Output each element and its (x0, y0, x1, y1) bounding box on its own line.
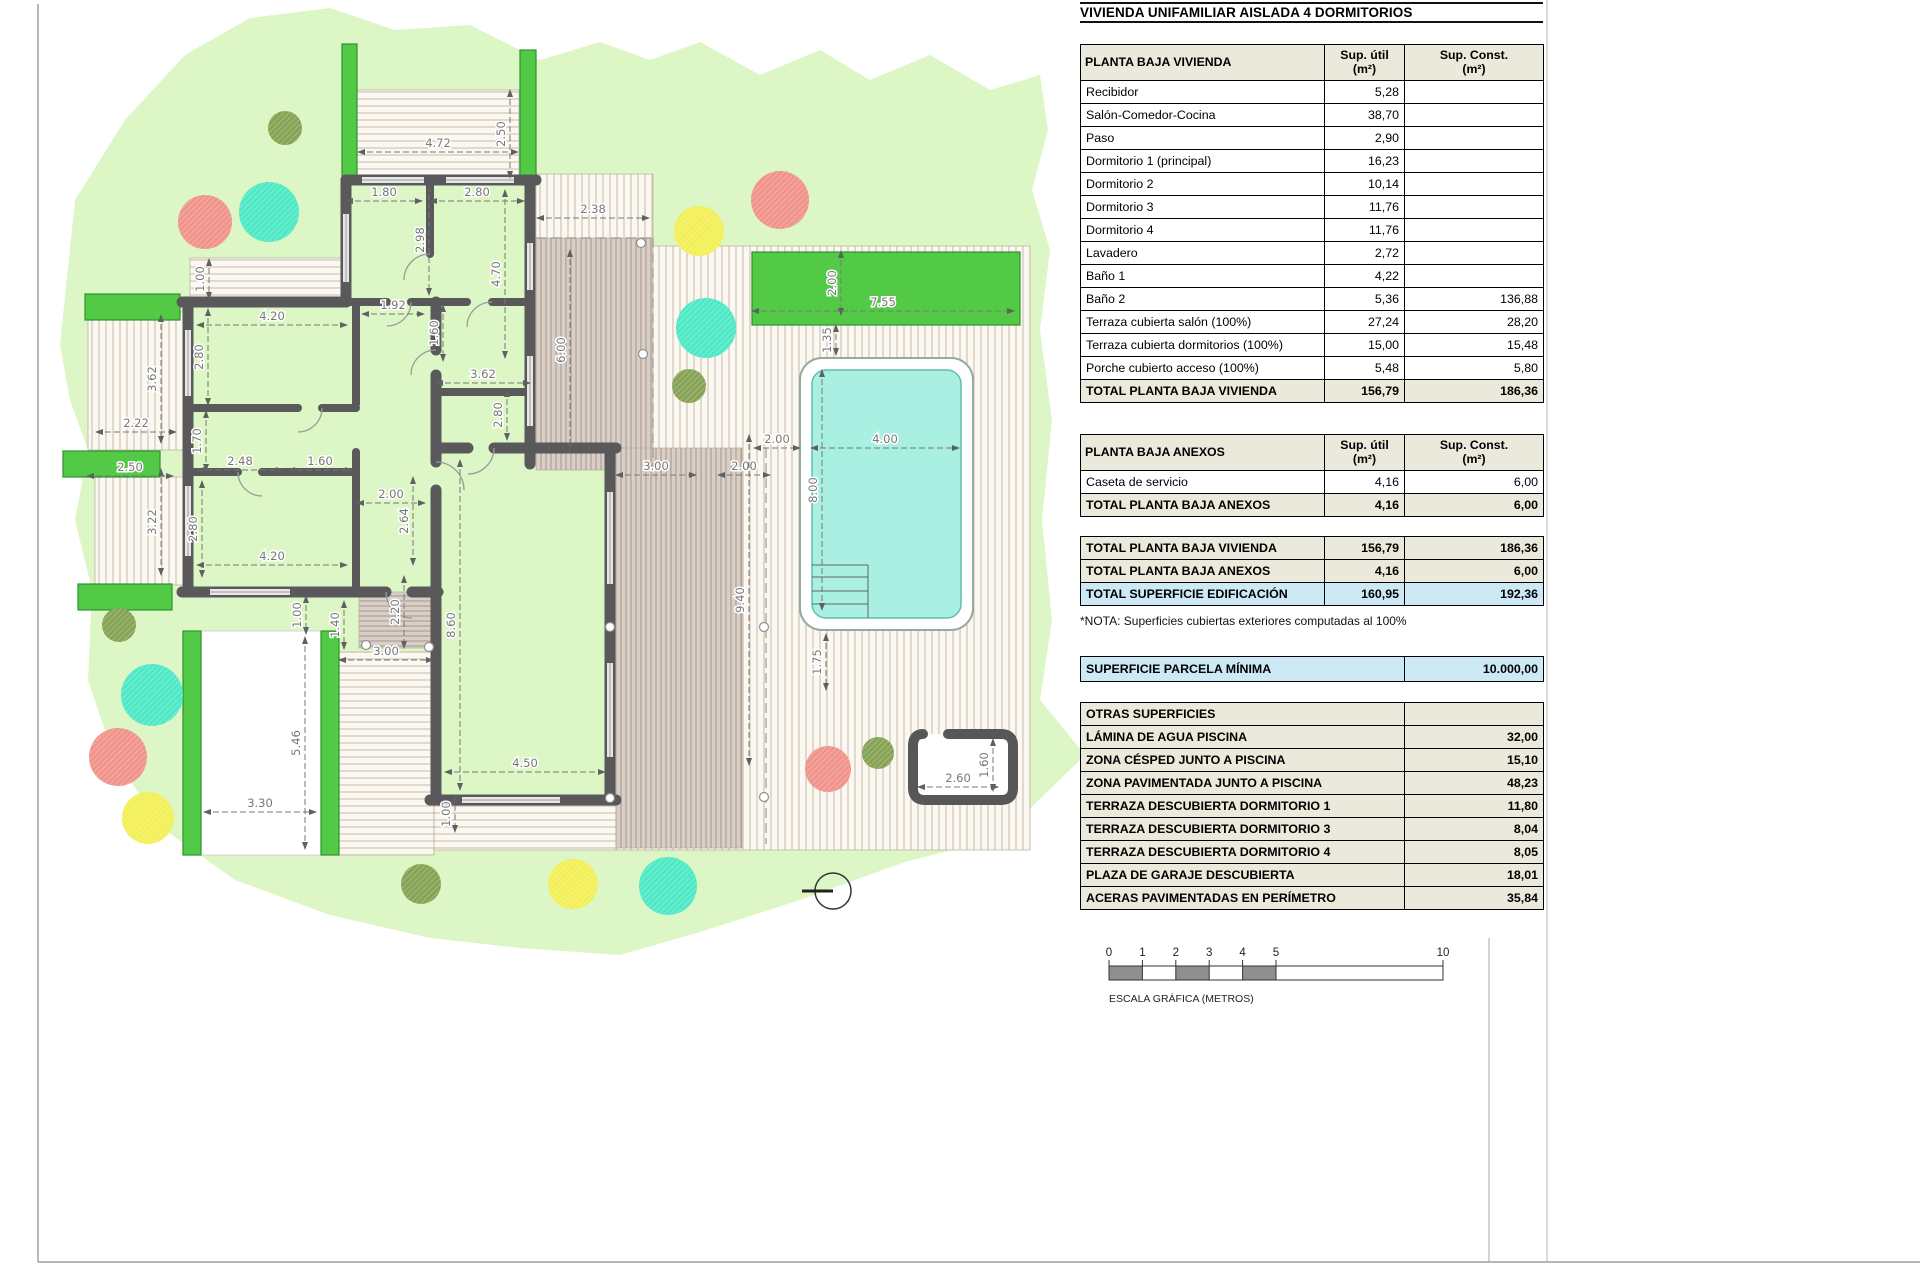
table-row: Porche cubierto acceso (100%) 5,48 5,80 (1081, 357, 1544, 380)
dimension-label: 1.60 (307, 454, 333, 468)
tree-hatch (239, 182, 299, 242)
table-otras-superficies (1080, 702, 1544, 910)
dimension-label: 1.70 (190, 428, 204, 454)
scale-bar-segment (1176, 966, 1209, 980)
scale-tick-label: 2 (1172, 947, 1180, 959)
table-totales (1080, 536, 1544, 606)
dimension-label: 2.50 (494, 121, 508, 147)
dimension-label: 2.80 (491, 402, 505, 428)
column-marker (606, 623, 615, 632)
dimension-label: 2.64 (397, 508, 411, 534)
dimension-label: 1.60 (977, 752, 991, 778)
table-planta-baja-vivienda (1080, 44, 1544, 403)
column-marker (637, 239, 646, 248)
dimension-label: 1.92 (380, 298, 406, 312)
dimension-label: 2.38 (580, 202, 606, 216)
column-marker (425, 643, 434, 652)
scale-tick-label: 5 (1272, 947, 1280, 959)
dimension-label: 2.98 (413, 227, 427, 253)
table-row: Dormitorio 2 10,14 (1081, 173, 1544, 196)
dimension-label: 3.22 (145, 509, 159, 535)
scale-bar-segment (1243, 966, 1276, 980)
nota-text: *NOTA: Superficies cubiertas exteriores computadas al 100% (1080, 614, 1407, 628)
tree-hatch (548, 859, 598, 909)
dimension (439, 796, 455, 832)
dimension-label: 1.35 (820, 327, 834, 353)
tree-hatch (401, 864, 441, 904)
tree-hatch (639, 857, 697, 915)
table-row: ACERAS PAVIMENTADAS EN PERÍMETRO 35,84 (1081, 887, 1544, 910)
table-planta-baja-anexos (1080, 434, 1544, 517)
table-row: Paso 2,90 (1081, 127, 1544, 150)
dimension-label: 2.80 (464, 185, 490, 199)
dimension-label: 4.20 (259, 309, 285, 323)
dimension-label: 4.50 (512, 756, 538, 770)
dimension-label: 1.80 (371, 185, 397, 199)
scale-bar-caption: ESCALA GRÁFICA (METROS) (1109, 993, 1254, 1005)
column-marker (760, 793, 769, 802)
column-marker (606, 794, 615, 803)
column-marker (362, 641, 371, 650)
dimension-label: 1.40 (328, 612, 342, 638)
tree-hatch (805, 746, 851, 792)
dimension-label: 8.60 (444, 612, 458, 638)
dimension-label: 3.30 (247, 796, 273, 810)
table-row: TERRAZA DESCUBIERTA DORMITORIO 4 8,05 (1081, 841, 1544, 864)
tree-hatch (268, 111, 302, 145)
dimension-label: 2.00 (825, 270, 839, 296)
table-header-row: PLANTA BAJA ANEXOS Sup. útil (m²) Sup. Const. (m²) (1081, 435, 1544, 471)
table-total-row: TOTAL PLANTA BAJA ANEXOS 4,16 6,00 (1081, 494, 1544, 517)
tree-hatch (672, 369, 706, 403)
table-row: Dormitorio 4 11,76 (1081, 219, 1544, 242)
dimension-label: 2.00 (764, 432, 790, 446)
column-marker (760, 623, 769, 632)
scale-bar-segment (1109, 966, 1142, 980)
table-total-row: TOTAL SUPERFICIE EDIFICACIÓN 160,95 192,36 (1081, 583, 1544, 606)
dimension-label: 1.00 (290, 602, 304, 628)
tree-hatch (862, 737, 894, 769)
tree-hatch (751, 171, 809, 229)
dimension-label: 2.00 (731, 459, 757, 473)
dimension-label: 4.70 (489, 261, 503, 287)
dimension-label: 2.48 (227, 454, 253, 468)
table-row: TERRAZA DESCUBIERTA DORMITORIO 3 8,04 (1081, 818, 1544, 841)
dimension-label: 5.46 (289, 730, 303, 756)
table-row: LÁMINA DE AGUA PISCINA 32,00 (1081, 726, 1544, 749)
service-hut (913, 734, 1013, 800)
dimension-label: 9.40 (733, 587, 747, 613)
dimension-label: 7.55 (870, 295, 896, 309)
dimension-label: 1.00 (193, 266, 207, 292)
sheet-title: VIVIENDA UNIFAMILIAR AISLADA 4 DORMITORIOS (1080, 2, 1543, 23)
tree-hatch (674, 206, 724, 256)
table-row: Terraza cubierta dormitorios (100%) 15,00 15,48 (1081, 334, 1544, 357)
table-header-row: PLANTA BAJA VIVIENDA Sup. útil (m²) Sup. Const. (m²) (1081, 45, 1544, 81)
dimension-label: 2.80 (192, 344, 206, 370)
table-parcela-minima (1080, 656, 1544, 682)
scale-tick-label: 1 (1139, 947, 1146, 959)
dimension-label: 3.00 (373, 644, 399, 658)
dimension-label: 4.72 (425, 136, 451, 150)
dimension-label: 2.80 (186, 516, 200, 542)
table-row: Terraza cubierta salón (100%) 27,24 28,20 (1081, 311, 1544, 334)
dimension-label: 4.00 (872, 432, 898, 446)
table-row: Dormitorio 1 (principal) 16,23 (1081, 150, 1544, 173)
dimension-label: 2.20 (388, 599, 402, 625)
scale-tick-label: 3 (1205, 947, 1213, 959)
dimension-label: 4.20 (259, 549, 285, 563)
graphic-scale-bar (1106, 947, 1450, 1005)
dimension-label: 2.50 (117, 460, 143, 474)
tree-hatch (122, 792, 174, 844)
table-total-row: TOTAL PLANTA BAJA VIVIENDA 156,79 186,36 (1081, 537, 1544, 560)
dimension (820, 325, 836, 355)
scale-tick-label: 0 (1105, 947, 1113, 959)
dimension-label: 2.60 (945, 771, 971, 785)
table-row: SUPERFICIE PARCELA MÍNIMA 10.000,00 (1081, 657, 1544, 682)
swimming-pool (800, 358, 973, 630)
garage-pad (201, 631, 321, 855)
dimension-label: 1.75 (810, 649, 824, 675)
dimension-label: 6.00 (554, 337, 568, 363)
table-total-row: TOTAL PLANTA BAJA VIVIENDA 156,79 186,36 (1081, 380, 1544, 403)
table-row: Baño 2 5,36 136,88 (1081, 288, 1544, 311)
scale-tick-label: 4 (1239, 947, 1246, 959)
column-marker (639, 350, 648, 359)
table-total-row: TOTAL PLANTA BAJA ANEXOS 4,16 6,00 (1081, 560, 1544, 583)
tree-hatch (102, 608, 136, 642)
table-row: PLAZA DE GARAJE DESCUBIERTA 18,01 (1081, 864, 1544, 887)
table-row: Recibidor 5,28 (1081, 81, 1544, 104)
table-row: Caseta de servicio 4,16 6,00 (1081, 471, 1544, 494)
dimension-label: 3.62 (470, 367, 496, 381)
dimension-label: 3.00 (643, 459, 669, 473)
table-row: ZONA PAVIMENTADA JUNTO A PISCINA 48,23 (1081, 772, 1544, 795)
dimension-label: 1.60 (427, 320, 441, 346)
table-row: Salón-Comedor-Cocina 38,70 (1081, 104, 1544, 127)
table-row: Dormitorio 3 11,76 (1081, 196, 1544, 219)
dimension-label: 2.22 (123, 416, 149, 430)
tree-hatch (89, 728, 147, 786)
dimension-label: 2.00 (378, 487, 404, 501)
dimension-label: 1.00 (439, 801, 453, 827)
tree-hatch (676, 298, 736, 358)
tree-hatch (121, 664, 183, 726)
table-header-row: OTRAS SUPERFICIES (1081, 703, 1544, 726)
scale-tick-label: 10 (1436, 947, 1450, 959)
tree-hatch (178, 195, 232, 249)
table-row: ZONA CÉSPED JUNTO A PISCINA 15,10 (1081, 749, 1544, 772)
table-row: TERRAZA DESCUBIERTA DORMITORIO 1 11,80 (1081, 795, 1544, 818)
dimension-label: 8.00 (806, 477, 820, 503)
table-row: Baño 1 4,22 (1081, 265, 1544, 288)
dimension-label: 3.62 (145, 366, 159, 392)
table-row: Lavadero 2,72 (1081, 242, 1544, 265)
